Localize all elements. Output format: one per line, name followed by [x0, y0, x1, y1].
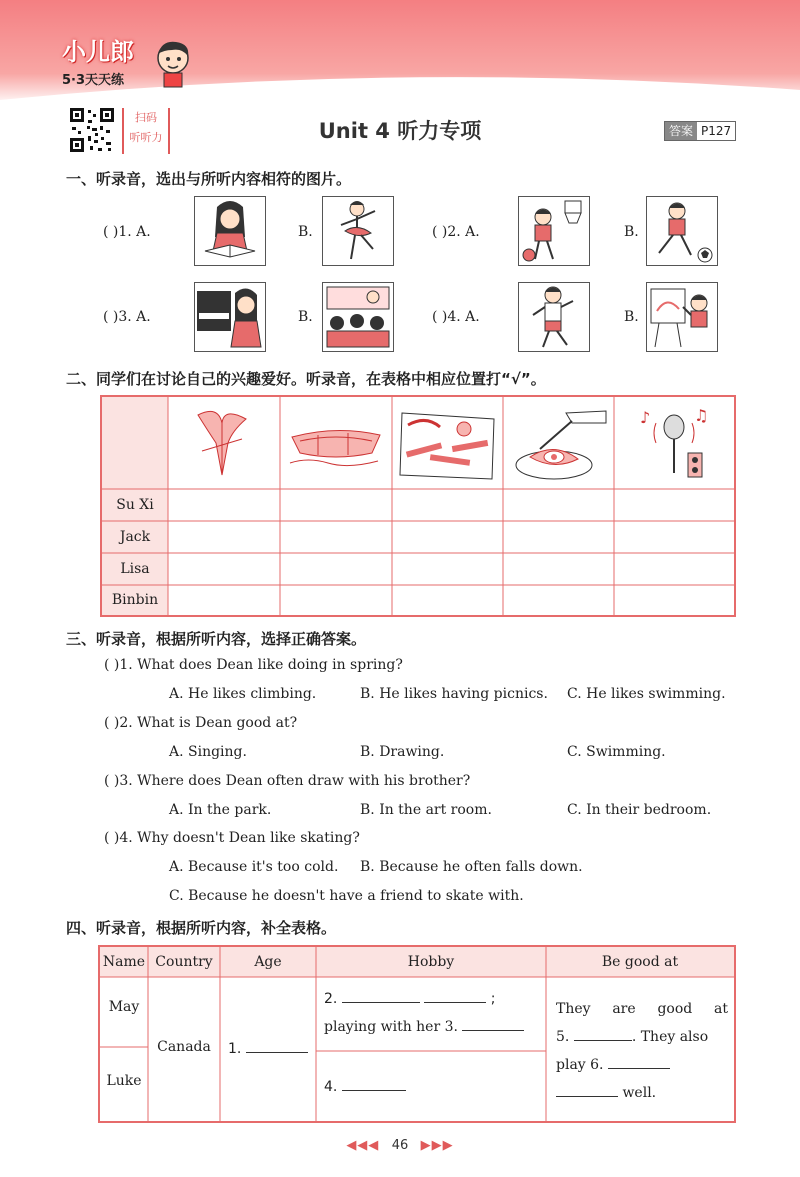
s3-q2: ( )2. What is Dean good at?	[104, 715, 298, 731]
girl-reading-icon	[195, 197, 265, 265]
kite-icon	[188, 405, 258, 483]
col-country: Country	[155, 954, 213, 970]
s3-q2-a: A. Singing.	[169, 744, 247, 760]
audience-icon	[323, 283, 393, 351]
good-num5: 5.	[556, 1029, 570, 1045]
hobby2-num: 2.	[324, 991, 338, 1007]
section2-heading: 二、同学们在讨论自己的兴趣爱好。听录音，在表格中相应位置打“√”。	[66, 370, 546, 388]
brand-sub: 5·3天天练	[62, 73, 125, 88]
boy-running-icon	[519, 283, 589, 351]
picture-boy-painting[interactable]	[646, 282, 718, 352]
boat-icon	[288, 421, 384, 471]
col-name: Name	[102, 954, 146, 970]
hobby3-blank[interactable]	[462, 1030, 524, 1031]
cooking-icon	[510, 405, 610, 485]
s3-q1: ( )1. What does Dean like doing in spring?	[104, 657, 403, 673]
good-text-4: well.	[622, 1085, 657, 1101]
section4-heading: 四、听录音，根据所听内容，补全表格。	[66, 919, 337, 937]
s3-q1-b: B. He likes having picnics.	[360, 686, 548, 702]
next-arrows-icon: ▶▶▶	[420, 1138, 454, 1153]
picture-boy-running[interactable]	[518, 282, 590, 352]
good-blank-5[interactable]	[574, 1040, 632, 1041]
hobby2-field[interactable]: 2. ;	[324, 991, 496, 1007]
s3-q4: ( )4. Why doesn't Dean like skating?	[104, 830, 360, 846]
name-may: May	[108, 999, 140, 1015]
girl-dancing-icon	[323, 197, 393, 265]
good-line-4[interactable]	[556, 1085, 656, 1101]
answer-label: 答案	[665, 122, 697, 140]
s3-q4-a: A. Because it's too cold.	[169, 859, 339, 875]
hobby2-blank-a[interactable]	[342, 1002, 420, 1003]
prev-arrows-icon: ◀◀◀	[346, 1138, 380, 1153]
singing-icon	[636, 403, 716, 483]
age-field[interactable]	[228, 1041, 308, 1057]
scan-line-1: 扫码	[135, 111, 157, 124]
s3-q1-a: A. He likes climbing.	[169, 686, 317, 702]
s1-item1-label: ( )1. A.	[103, 224, 151, 240]
good-text-1: They are good at	[556, 1001, 728, 1017]
boy-football-icon	[647, 197, 717, 265]
hobby4-num: 4.	[324, 1079, 338, 1095]
hobby2-blank-b[interactable]	[424, 1002, 486, 1003]
page-footer	[0, 1138, 800, 1153]
name-luke: Luke	[106, 1073, 142, 1089]
picture-boy-football[interactable]	[646, 196, 718, 266]
good-text-2: . They also	[631, 1029, 709, 1045]
row-label-su-xi: Su Xi	[116, 497, 154, 513]
picture-boy-basketball[interactable]	[518, 196, 590, 266]
hobby3-text: playing with her 3.	[324, 1019, 458, 1035]
s3-q4-c: C. Because he doesn't have a friend to skate with.	[169, 888, 524, 904]
svg-text:♪: ♪	[640, 408, 651, 427]
mascot-icon	[152, 38, 194, 88]
row-label-binbin: Binbin	[111, 592, 159, 608]
row-label-jack: Jack	[119, 529, 151, 545]
page-number: 46	[391, 1138, 409, 1153]
good-blank-6a[interactable]	[608, 1068, 670, 1069]
col-age: Age	[254, 954, 282, 970]
good-blank-6b[interactable]	[556, 1096, 618, 1097]
hobby3-field[interactable]	[324, 1019, 524, 1035]
painting-icon	[396, 407, 500, 483]
good-text-3: play 6.	[556, 1057, 604, 1073]
section1-heading: 一、听录音，选出与所听内容相符的图片。	[66, 170, 352, 188]
picture-girl-dancing[interactable]	[322, 196, 394, 266]
scan-line-2: 听听力	[129, 131, 163, 144]
s1-item4-b: B.	[624, 309, 639, 325]
answer-badge[interactable]	[664, 121, 736, 141]
picture-girl-reading[interactable]	[194, 196, 266, 266]
hobby-check-table	[100, 395, 736, 617]
hobby4-field[interactable]	[324, 1079, 406, 1095]
s1-item3-b: B.	[298, 309, 313, 325]
page-title: Unit 4 听力专项	[318, 119, 482, 143]
s3-q4-b: B. Because he often falls down.	[360, 859, 583, 875]
s3-q3-c: C. In their bedroom.	[567, 802, 712, 818]
boy-basketball-icon	[519, 197, 589, 265]
country-value: Canada	[157, 1039, 211, 1055]
s3-q3-b: B. In the art room.	[360, 802, 492, 818]
good-line-3[interactable]	[556, 1057, 670, 1073]
age-num: 1.	[228, 1041, 242, 1057]
col-hobby: Hobby	[407, 954, 455, 970]
s3-q1-c: C. He likes swimming.	[567, 686, 726, 702]
s3-q2-c: C. Swimming.	[567, 744, 666, 760]
svg-text:♫: ♫	[694, 406, 709, 425]
s1-item1-b: B.	[298, 224, 313, 240]
age-blank[interactable]	[246, 1052, 308, 1053]
row-label-lisa: Lisa	[120, 561, 150, 577]
s1-item4-label: ( )4. A.	[432, 309, 480, 325]
brand-logo	[62, 32, 134, 88]
brand-main: 小儿郎	[62, 38, 134, 66]
s3-q3-a: A. In the park.	[169, 802, 272, 818]
s1-item3-label: ( )3. A.	[103, 309, 151, 325]
good-line-2[interactable]	[556, 1029, 728, 1045]
s1-item2-label: ( )2. A.	[432, 224, 480, 240]
answer-page: P127	[701, 124, 732, 138]
girl-piano-icon	[195, 283, 265, 351]
s3-q2-b: B. Drawing.	[360, 744, 445, 760]
s1-item2-b: B.	[624, 224, 639, 240]
boy-painting-icon	[647, 283, 717, 351]
col-be-good-at: Be good at	[601, 954, 679, 970]
info-table	[98, 945, 736, 1123]
hobby4-blank[interactable]	[342, 1090, 406, 1091]
picture-watching-film[interactable]	[322, 282, 394, 352]
section3-heading: 三、听录音，根据所听内容，选择正确答案。	[66, 630, 367, 648]
s3-q3: ( )3. Where does Dean often draw with his brother?	[104, 773, 471, 789]
picture-girl-piano[interactable]	[194, 282, 266, 352]
